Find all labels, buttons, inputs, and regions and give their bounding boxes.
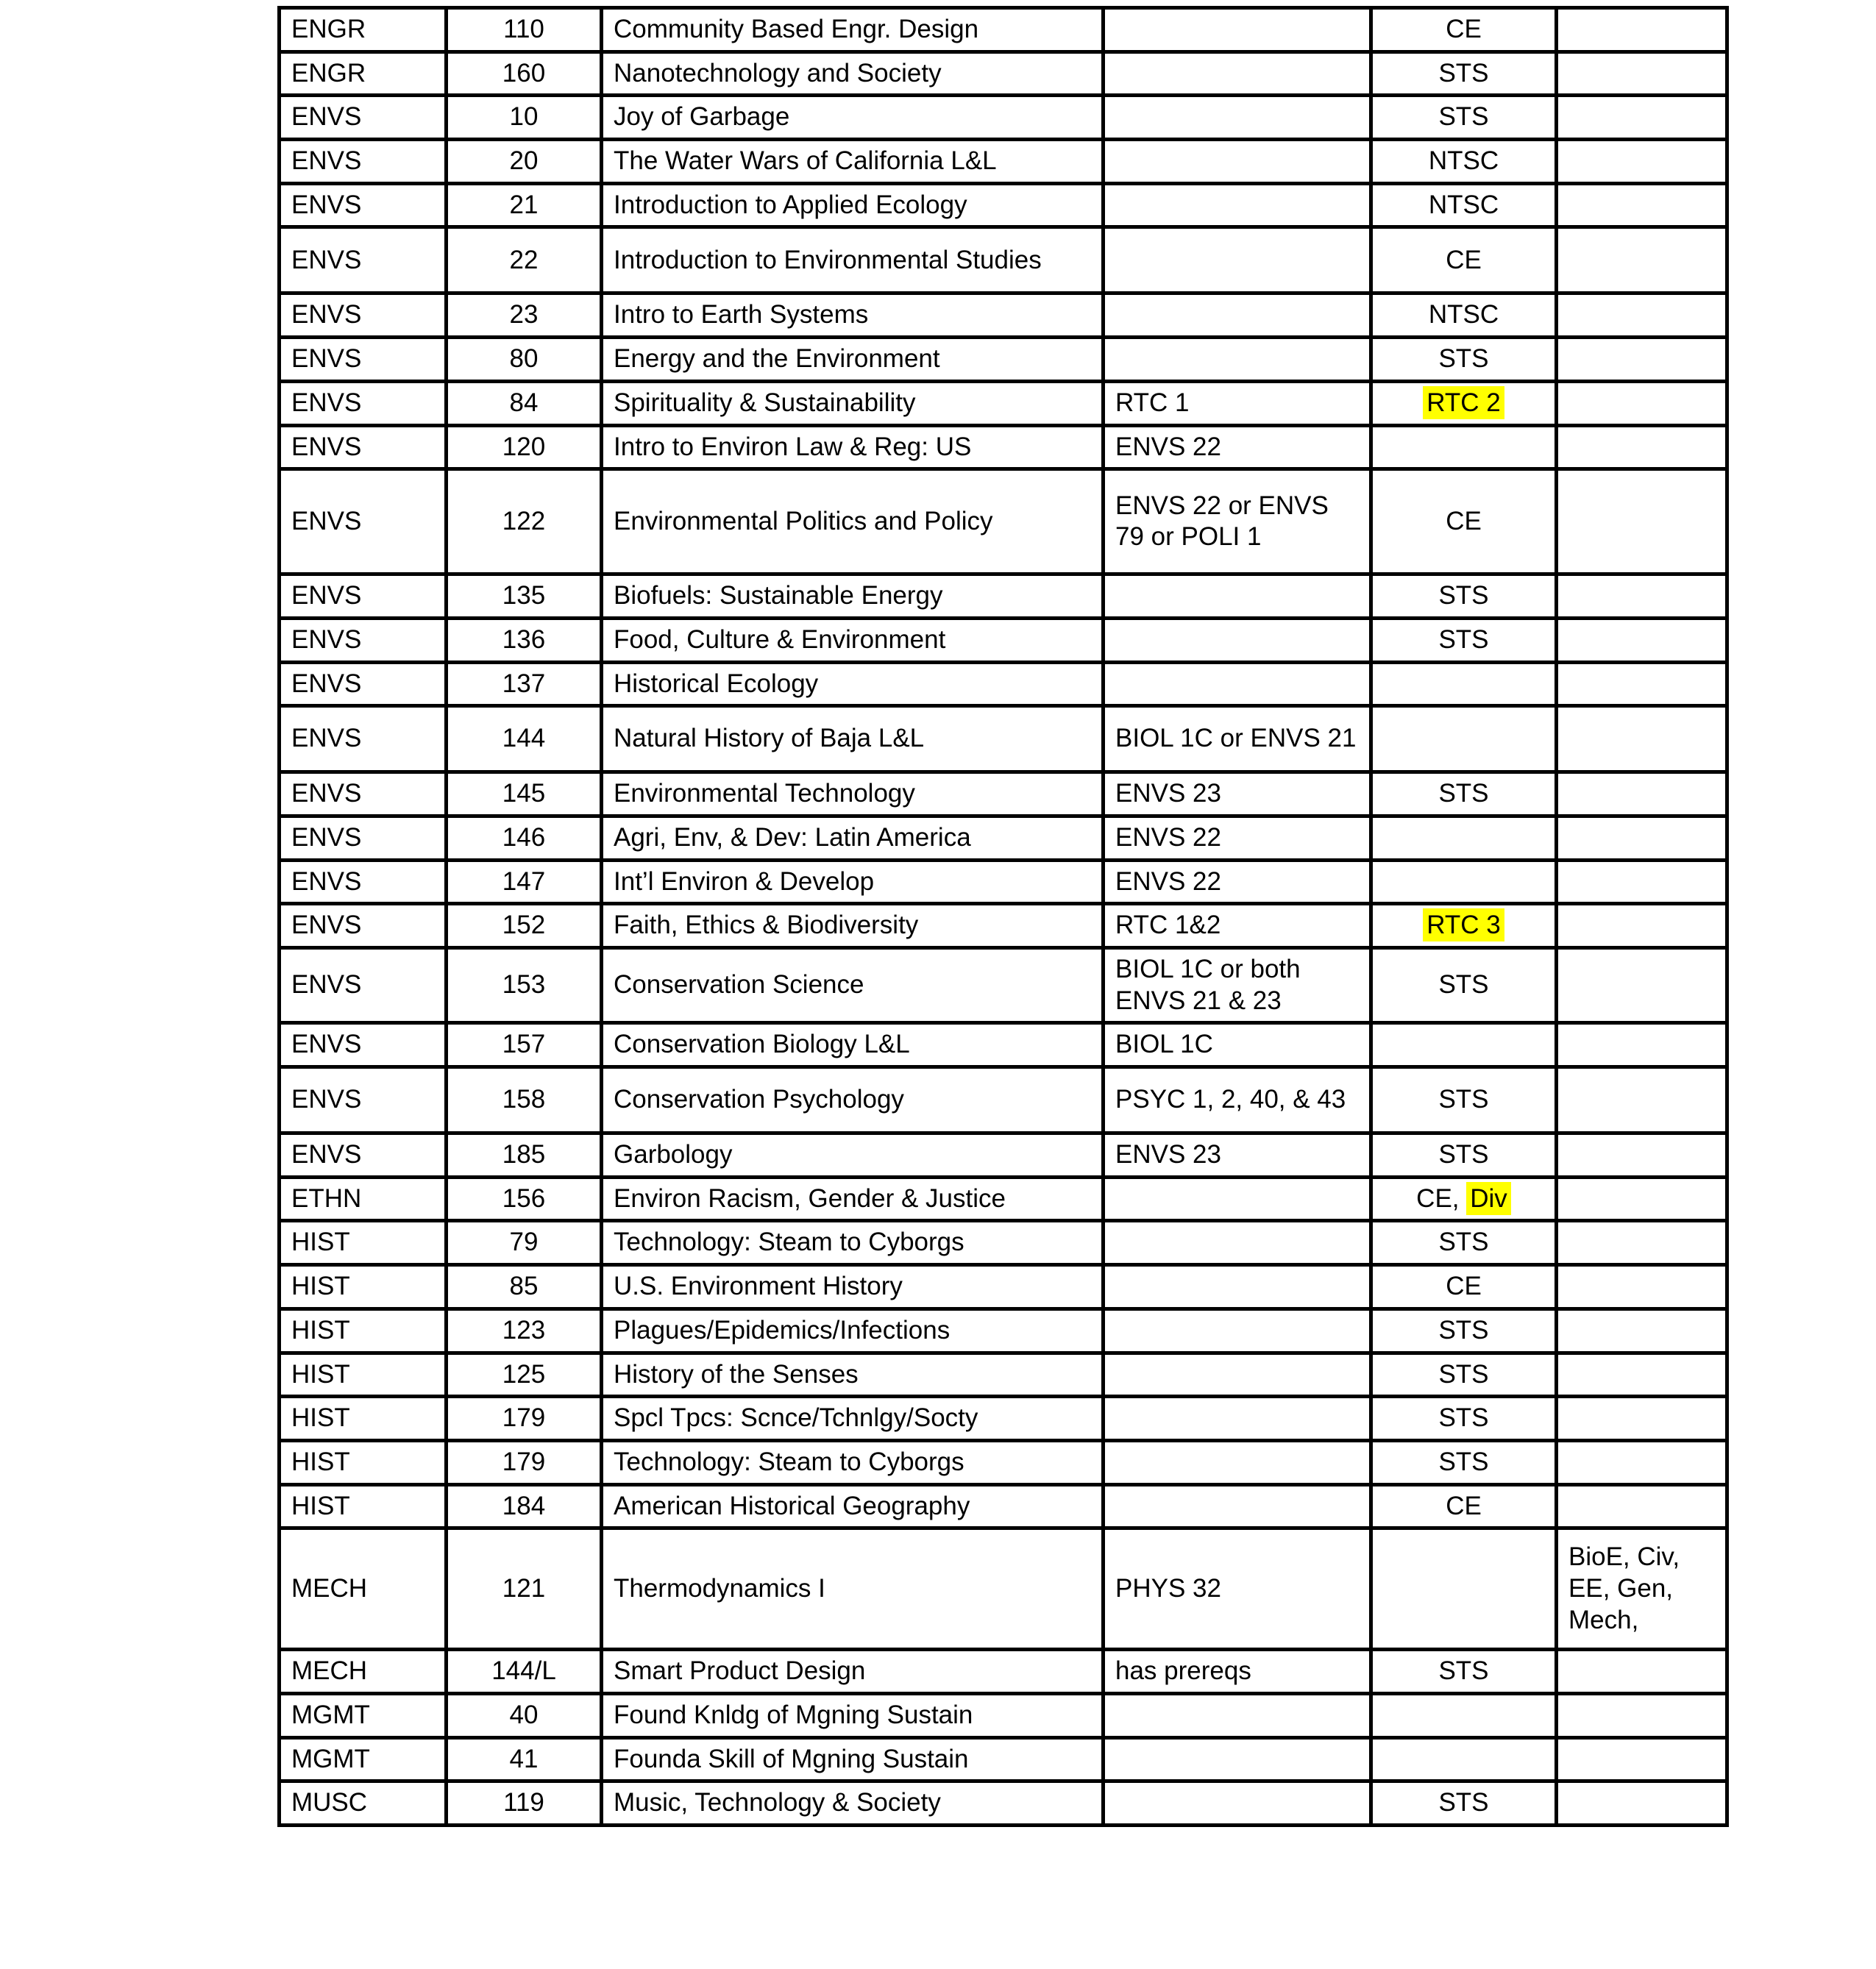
table-row bbox=[280, 96, 1727, 140]
table-row bbox=[280, 772, 1727, 816]
majors-cell bbox=[1557, 1484, 1727, 1528]
ge-category-cell: STS bbox=[1371, 1221, 1557, 1265]
highlighted-text: RTC 2 bbox=[1423, 386, 1504, 419]
dept-cell: ENVS bbox=[280, 293, 447, 338]
majors-cell bbox=[1557, 1177, 1727, 1221]
ge-category-cell: NTSC bbox=[1371, 293, 1557, 338]
dept-cell: ENVS bbox=[280, 96, 447, 140]
course-number-cell: 122 bbox=[447, 469, 602, 574]
course-title-cell: Intro to Environ Law & Reg: US bbox=[602, 425, 1104, 469]
ge-category-cell: CE bbox=[1371, 469, 1557, 574]
majors-cell bbox=[1557, 1308, 1727, 1353]
course-number-cell: 125 bbox=[447, 1353, 602, 1397]
dept-cell: ENVS bbox=[280, 618, 447, 662]
ge-category-cell: STS bbox=[1371, 96, 1557, 140]
ge-category-cell: STS bbox=[1371, 574, 1557, 619]
course-title-cell: Conservation Science bbox=[602, 948, 1104, 1023]
prereq-cell bbox=[1104, 1353, 1371, 1397]
table-row bbox=[280, 860, 1727, 904]
table-row bbox=[280, 1397, 1727, 1441]
course-title-cell: Technology: Steam to Cyborgs bbox=[602, 1221, 1104, 1265]
course-number-cell: 135 bbox=[447, 574, 602, 619]
course-title-cell: Joy of Garbage bbox=[602, 96, 1104, 140]
majors-cell bbox=[1557, 772, 1727, 816]
majors-cell bbox=[1557, 293, 1727, 338]
dept-cell: HIST bbox=[280, 1484, 447, 1528]
course-title-cell: Thermodynamics I bbox=[602, 1528, 1104, 1650]
majors-cell bbox=[1557, 8, 1727, 52]
course-number-cell: 157 bbox=[447, 1023, 602, 1067]
course-title-cell: Spirituality & Sustainability bbox=[602, 381, 1104, 425]
table-row bbox=[280, 1221, 1727, 1265]
course-number-cell: 185 bbox=[447, 1133, 602, 1178]
course-number-cell: 119 bbox=[447, 1781, 602, 1826]
course-number-cell: 156 bbox=[447, 1177, 602, 1221]
dept-cell: ENVS bbox=[280, 662, 447, 706]
course-title-cell: Natural History of Baja L&L bbox=[602, 706, 1104, 772]
prereq-cell: PHYS 32 bbox=[1104, 1528, 1371, 1650]
majors-cell bbox=[1557, 1781, 1727, 1826]
dept-cell: HIST bbox=[280, 1353, 447, 1397]
prereq-cell: BIOL 1C bbox=[1104, 1023, 1371, 1067]
prereq-cell bbox=[1104, 1221, 1371, 1265]
ge-category-cell bbox=[1371, 904, 1557, 948]
course-title-cell: Environ Racism, Gender & Justice bbox=[602, 1177, 1104, 1221]
dept-cell: ENVS bbox=[280, 1067, 447, 1133]
ge-category-cell bbox=[1371, 860, 1557, 904]
table-row bbox=[280, 469, 1727, 574]
ge-category-cell: STS bbox=[1371, 772, 1557, 816]
course-number-cell: 40 bbox=[447, 1693, 602, 1737]
dept-cell: ENVS bbox=[280, 574, 447, 619]
table-row bbox=[280, 51, 1727, 96]
table-row bbox=[280, 1440, 1727, 1484]
majors-cell bbox=[1557, 1221, 1727, 1265]
majors-cell bbox=[1557, 1067, 1727, 1133]
dept-cell: HIST bbox=[280, 1221, 447, 1265]
ge-category-cell: STS bbox=[1371, 1067, 1557, 1133]
prereq-cell bbox=[1104, 662, 1371, 706]
majors-cell bbox=[1557, 381, 1727, 425]
ge-category-cell: STS bbox=[1371, 1133, 1557, 1178]
majors-cell bbox=[1557, 1650, 1727, 1694]
prereq-cell: BIOL 1C or ENVS 21 bbox=[1104, 706, 1371, 772]
course-number-cell: 136 bbox=[447, 618, 602, 662]
majors-cell bbox=[1557, 227, 1727, 293]
course-title-cell: Garbology bbox=[602, 1133, 1104, 1178]
majors-cell bbox=[1557, 1353, 1727, 1397]
course-number-cell: 23 bbox=[447, 293, 602, 338]
course-title-cell: Conservation Biology L&L bbox=[602, 1023, 1104, 1067]
ge-category-cell: STS bbox=[1371, 1397, 1557, 1441]
majors-cell bbox=[1557, 1265, 1727, 1309]
ge-category-cell: CE bbox=[1371, 227, 1557, 293]
ge-category-cell: STS bbox=[1371, 1781, 1557, 1826]
course-number-cell: 20 bbox=[447, 140, 602, 184]
dept-cell: MGMT bbox=[280, 1737, 447, 1781]
dept-cell: ENVS bbox=[280, 425, 447, 469]
course-number-cell: 144 bbox=[447, 706, 602, 772]
majors-cell bbox=[1557, 948, 1727, 1023]
prereq-cell bbox=[1104, 1781, 1371, 1826]
table-row bbox=[280, 1133, 1727, 1178]
prereq-cell: ENVS 22 bbox=[1104, 816, 1371, 860]
course-number-cell: 137 bbox=[447, 662, 602, 706]
majors-cell bbox=[1557, 1737, 1727, 1781]
prereq-cell: has prereqs bbox=[1104, 1650, 1371, 1694]
table-row bbox=[280, 1023, 1727, 1067]
course-number-cell: 179 bbox=[447, 1440, 602, 1484]
majors-cell bbox=[1557, 1133, 1727, 1178]
table-row bbox=[280, 1650, 1727, 1694]
prereq-cell bbox=[1104, 1440, 1371, 1484]
table-row bbox=[280, 1737, 1727, 1781]
ge-category-cell bbox=[1371, 1693, 1557, 1737]
course-title-cell: Conservation Psychology bbox=[602, 1067, 1104, 1133]
course-number-cell: 179 bbox=[447, 1397, 602, 1441]
table-row bbox=[280, 706, 1727, 772]
majors-cell bbox=[1557, 618, 1727, 662]
course-title-cell: Intro to Earth Systems bbox=[602, 293, 1104, 338]
course-number-cell: 147 bbox=[447, 860, 602, 904]
ge-category-cell bbox=[1371, 1023, 1557, 1067]
course-number-cell: 145 bbox=[447, 772, 602, 816]
ge-category-cell: STS bbox=[1371, 1353, 1557, 1397]
table-row bbox=[280, 1067, 1727, 1133]
prereq-cell: PSYC 1, 2, 40, & 43 bbox=[1104, 1067, 1371, 1133]
course-title-cell: Energy and the Environment bbox=[602, 338, 1104, 382]
ge-category-cell: NTSC bbox=[1371, 183, 1557, 227]
course-title-cell: Historical Ecology bbox=[602, 662, 1104, 706]
course-number-cell: 79 bbox=[447, 1221, 602, 1265]
table-row bbox=[280, 1528, 1727, 1650]
majors-cell bbox=[1557, 1693, 1727, 1737]
majors-cell bbox=[1557, 51, 1727, 96]
course-title-cell: Community Based Engr. Design bbox=[602, 8, 1104, 52]
dept-cell: MGMT bbox=[280, 1693, 447, 1737]
course-number-cell: 184 bbox=[447, 1484, 602, 1528]
dept-cell: MUSC bbox=[280, 1781, 447, 1826]
course-title-cell: U.S. Environment History bbox=[602, 1265, 1104, 1309]
dept-cell: HIST bbox=[280, 1440, 447, 1484]
majors-cell bbox=[1557, 425, 1727, 469]
prereq-cell: ENVS 22 bbox=[1104, 425, 1371, 469]
table-row bbox=[280, 662, 1727, 706]
table-row bbox=[280, 904, 1727, 948]
prereq-cell bbox=[1104, 96, 1371, 140]
majors-cell bbox=[1557, 904, 1727, 948]
majors-cell bbox=[1557, 338, 1727, 382]
course-title-cell: American Historical Geography bbox=[602, 1484, 1104, 1528]
dept-cell: ENVS bbox=[280, 772, 447, 816]
table-row bbox=[280, 1177, 1727, 1221]
table-row bbox=[280, 338, 1727, 382]
majors-cell bbox=[1557, 816, 1727, 860]
prereq-cell bbox=[1104, 1693, 1371, 1737]
course-title-cell: Environmental Politics and Policy bbox=[602, 469, 1104, 574]
course-table bbox=[277, 6, 1729, 1827]
course-number-cell: 85 bbox=[447, 1265, 602, 1309]
course-number-cell: 41 bbox=[447, 1737, 602, 1781]
highlighted-text: RTC 3 bbox=[1423, 908, 1504, 941]
dept-cell: HIST bbox=[280, 1265, 447, 1309]
table-row bbox=[280, 425, 1727, 469]
dept-cell: MECH bbox=[280, 1650, 447, 1694]
dept-cell: HIST bbox=[280, 1397, 447, 1441]
course-number-cell: 146 bbox=[447, 816, 602, 860]
prereq-cell: RTC 1&2 bbox=[1104, 904, 1371, 948]
dept-cell: ENVS bbox=[280, 338, 447, 382]
table-row bbox=[280, 1308, 1727, 1353]
course-title-cell: History of the Senses bbox=[602, 1353, 1104, 1397]
ge-category-cell bbox=[1371, 706, 1557, 772]
majors-cell bbox=[1557, 1023, 1727, 1067]
course-title-cell: Biofuels: Sustainable Energy bbox=[602, 574, 1104, 619]
prereq-cell bbox=[1104, 618, 1371, 662]
dept-cell: ENVS bbox=[280, 183, 447, 227]
ge-category-cell bbox=[1371, 381, 1557, 425]
course-title-cell: Found Knldg of Mgning Sustain bbox=[602, 1693, 1104, 1737]
highlighted-text: Div bbox=[1466, 1182, 1511, 1215]
course-title-cell: Nanotechnology and Society bbox=[602, 51, 1104, 96]
ge-category-cell bbox=[1371, 1737, 1557, 1781]
course-title-cell: Agri, Env, & Dev: Latin America bbox=[602, 816, 1104, 860]
dept-cell: ENVS bbox=[280, 1133, 447, 1178]
course-title-cell: Technology: Steam to Cyborgs bbox=[602, 1440, 1104, 1484]
ge-category-cell: CE, Div bbox=[1371, 1177, 1557, 1221]
dept-cell: ENVS bbox=[280, 227, 447, 293]
ge-category-cell: STS bbox=[1371, 51, 1557, 96]
prereq-cell: ENVS 22 or ENVS 79 or POLI 1 bbox=[1104, 469, 1371, 574]
majors-cell: BioE, Civ, EE, Gen, Mech, bbox=[1557, 1528, 1727, 1650]
table-row bbox=[280, 1693, 1727, 1737]
dept-cell: ETHN bbox=[280, 1177, 447, 1221]
course-number-cell: 144/L bbox=[447, 1650, 602, 1694]
ge-category-cell: CE bbox=[1371, 8, 1557, 52]
majors-cell bbox=[1557, 860, 1727, 904]
majors-cell bbox=[1557, 96, 1727, 140]
prereq-cell bbox=[1104, 8, 1371, 52]
majors-cell bbox=[1557, 662, 1727, 706]
ge-category-cell bbox=[1371, 1528, 1557, 1650]
course-table-body bbox=[280, 8, 1727, 1826]
course-number-cell: 160 bbox=[447, 51, 602, 96]
course-number-cell: 121 bbox=[447, 1528, 602, 1650]
ge-category-cell: CE bbox=[1371, 1265, 1557, 1309]
prereq-cell bbox=[1104, 293, 1371, 338]
dept-cell: ENVS bbox=[280, 860, 447, 904]
course-title-cell: Food, Culture & Environment bbox=[602, 618, 1104, 662]
prereq-cell bbox=[1104, 338, 1371, 382]
prereq-cell: BIOL 1C or both ENVS 21 & 23 bbox=[1104, 948, 1371, 1023]
prereq-cell bbox=[1104, 1397, 1371, 1441]
dept-cell: ENVS bbox=[280, 140, 447, 184]
table-row bbox=[280, 1781, 1727, 1826]
ge-category-cell: STS bbox=[1371, 338, 1557, 382]
table-row bbox=[280, 183, 1727, 227]
course-number-cell: 153 bbox=[447, 948, 602, 1023]
course-number-cell: 123 bbox=[447, 1308, 602, 1353]
dept-cell: MECH bbox=[280, 1528, 447, 1650]
table-row bbox=[280, 8, 1727, 52]
course-number-cell: 110 bbox=[447, 8, 602, 52]
course-title-cell: Smart Product Design bbox=[602, 1650, 1104, 1694]
course-number-cell: 158 bbox=[447, 1067, 602, 1133]
prereq-cell: RTC 1 bbox=[1104, 381, 1371, 425]
majors-cell bbox=[1557, 469, 1727, 574]
table-row bbox=[280, 574, 1727, 619]
course-title-cell: Music, Technology & Society bbox=[602, 1781, 1104, 1826]
ge-category-cell: STS bbox=[1371, 1650, 1557, 1694]
prereq-cell bbox=[1104, 1737, 1371, 1781]
table-row bbox=[280, 381, 1727, 425]
ge-category-cell: STS bbox=[1371, 1440, 1557, 1484]
majors-cell bbox=[1557, 183, 1727, 227]
course-number-cell: 120 bbox=[447, 425, 602, 469]
course-number-cell: 80 bbox=[447, 338, 602, 382]
course-title-cell: Introduction to Applied Ecology bbox=[602, 183, 1104, 227]
ge-category-cell bbox=[1371, 425, 1557, 469]
majors-cell bbox=[1557, 140, 1727, 184]
table-row bbox=[280, 1353, 1727, 1397]
prereq-cell: ENVS 23 bbox=[1104, 1133, 1371, 1178]
prereq-cell: ENVS 23 bbox=[1104, 772, 1371, 816]
table-row bbox=[280, 618, 1727, 662]
dept-cell: ENVS bbox=[280, 816, 447, 860]
majors-cell bbox=[1557, 574, 1727, 619]
dept-cell: HIST bbox=[280, 1308, 447, 1353]
course-title-cell: Int’l Environ & Develop bbox=[602, 860, 1104, 904]
course-title-cell: Spcl Tpcs: Scnce/Tchnlgy/Socty bbox=[602, 1397, 1104, 1441]
ge-category-cell bbox=[1371, 662, 1557, 706]
prereq-cell bbox=[1104, 140, 1371, 184]
table-row bbox=[280, 140, 1727, 184]
course-number-cell: 84 bbox=[447, 381, 602, 425]
table-row bbox=[280, 948, 1727, 1023]
table-row bbox=[280, 816, 1727, 860]
ge-category-cell: NTSC bbox=[1371, 140, 1557, 184]
table-row bbox=[280, 227, 1727, 293]
course-title-cell: Introduction to Environmental Studies bbox=[602, 227, 1104, 293]
course-title-cell: The Water Wars of California L&L bbox=[602, 140, 1104, 184]
course-number-cell: 152 bbox=[447, 904, 602, 948]
ge-category-cell bbox=[1371, 816, 1557, 860]
table-row bbox=[280, 293, 1727, 338]
prereq-cell bbox=[1104, 1484, 1371, 1528]
course-title-cell: Founda Skill of Mgning Sustain bbox=[602, 1737, 1104, 1781]
prereq-cell bbox=[1104, 1308, 1371, 1353]
ge-category-cell: CE bbox=[1371, 1484, 1557, 1528]
course-title-cell: Plagues/Epidemics/Infections bbox=[602, 1308, 1104, 1353]
dept-cell: ENVS bbox=[280, 381, 447, 425]
course-number-cell: 21 bbox=[447, 183, 602, 227]
ge-category-cell: STS bbox=[1371, 618, 1557, 662]
prereq-cell bbox=[1104, 51, 1371, 96]
dept-cell: ENVS bbox=[280, 469, 447, 574]
prereq-cell bbox=[1104, 1177, 1371, 1221]
prereq-cell bbox=[1104, 574, 1371, 619]
dept-cell: ENVS bbox=[280, 948, 447, 1023]
majors-cell bbox=[1557, 1397, 1727, 1441]
course-number-cell: 10 bbox=[447, 96, 602, 140]
dept-cell: ENVS bbox=[280, 706, 447, 772]
table-row bbox=[280, 1484, 1727, 1528]
majors-cell bbox=[1557, 1440, 1727, 1484]
prereq-cell bbox=[1104, 227, 1371, 293]
majors-cell bbox=[1557, 706, 1727, 772]
ge-category-cell: STS bbox=[1371, 1308, 1557, 1353]
dept-cell: ENGR bbox=[280, 51, 447, 96]
course-title-cell: Environmental Technology bbox=[602, 772, 1104, 816]
dept-cell: ENVS bbox=[280, 904, 447, 948]
ge-category-cell: STS bbox=[1371, 948, 1557, 1023]
prereq-cell: ENVS 22 bbox=[1104, 860, 1371, 904]
course-title-cell: Faith, Ethics & Biodiversity bbox=[602, 904, 1104, 948]
dept-cell: ENGR bbox=[280, 8, 447, 52]
prereq-cell bbox=[1104, 1265, 1371, 1309]
prereq-cell bbox=[1104, 183, 1371, 227]
dept-cell: ENVS bbox=[280, 1023, 447, 1067]
table-row bbox=[280, 1265, 1727, 1309]
course-number-cell: 22 bbox=[447, 227, 602, 293]
